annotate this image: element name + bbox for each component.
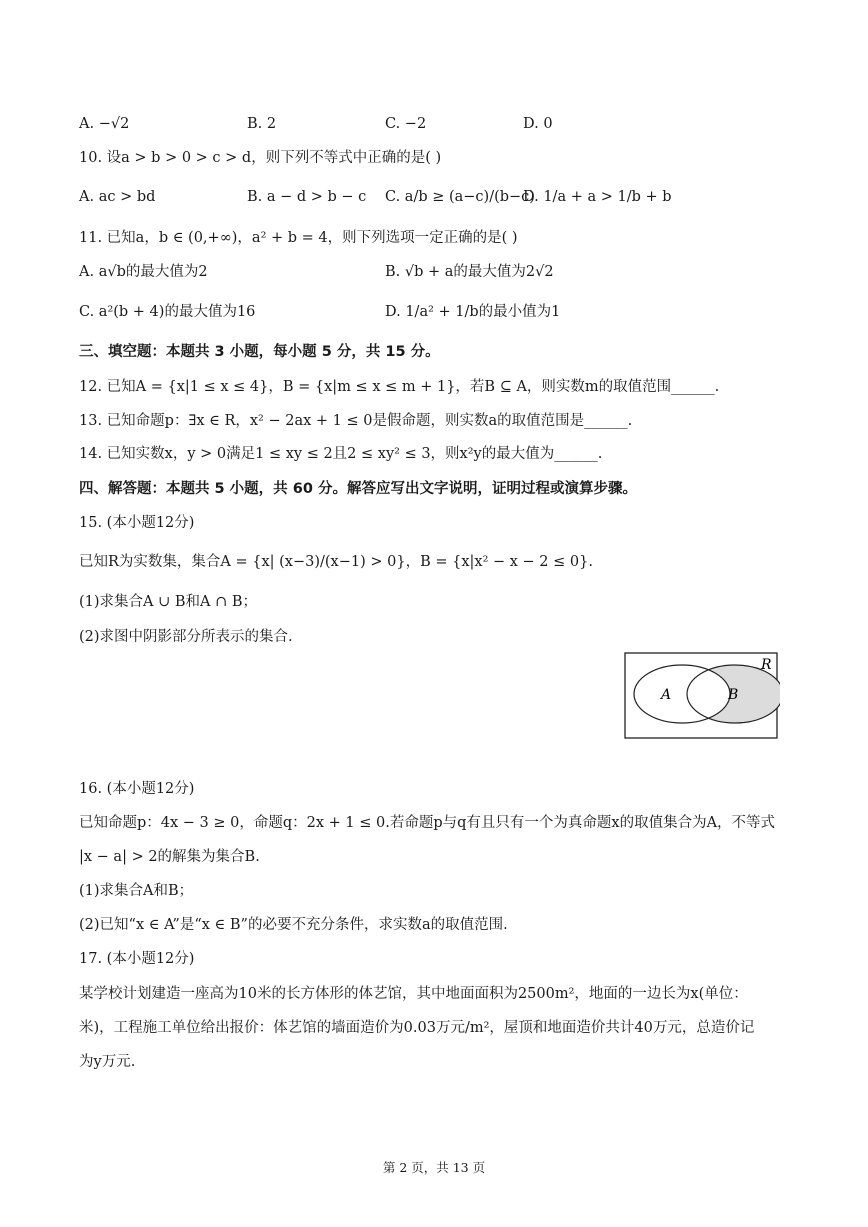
section-3-heading: 三、填空题：本题共 3 小题，每小题 5 分，共 15 分。 (79, 344, 440, 360)
q16-part-1: (1)求集合A和B； (79, 883, 194, 899)
q9-option-c: C. −2 (385, 116, 427, 132)
q17-statement-3: 为y万元. (79, 1054, 136, 1070)
q11-option-c: C. a²(b + 4)的最大值为16 (79, 304, 256, 320)
q15-part-1: (1)求集合A ∪ B和A ∩ B； (79, 594, 258, 610)
venn-diagram (624, 652, 780, 744)
q11-option-d: D. 1/a² + 1/b的最小值为1 (385, 304, 561, 320)
section-4-heading: 四、解答题：本题共 5 小题，共 60 分。解答应写出文字说明，证明过程或演算步骤。 (79, 481, 637, 497)
q9-option-b: B. 2 (247, 116, 277, 132)
q10-option-a: A. ac > bd (79, 189, 156, 205)
q13-text: 13. 已知命题p：∃x ∈ R，x² − 2ax + 1 ≤ 0是假命题，则实数a的取值范围是______. (79, 413, 633, 429)
q14-text: 14. 已知实数x，y > 0满足1 ≤ xy ≤ 2且2 ≤ xy² ≤ 3，则x²y的最大值为______. (79, 446, 603, 462)
q16-statement-1: 已知命题p：4x − 3 ≥ 0，命题q：2x + 1 ≤ 0.若命题p与q有且只有一个为真命题x的取值集合为A，不等式 (79, 815, 776, 831)
q17-statement-1: 某学校计划建造一座高为10米的长方体形的体艺馆，其中地面面积为2500m²，地面的一边长为x(单位： (79, 986, 748, 1002)
q11-stem: 11. 已知a，b ∈ (0,+∞)，a² + b = 4，则下列选项一定正确的是( ) (79, 230, 518, 246)
q15-heading: 15. (本小题12分) (79, 515, 195, 531)
q15-part-2: (2)求图中阴影部分所表示的集合. (79, 629, 293, 645)
q15-statement: 已知R为实数集，集合A = {x| (x−3)/(x−1) > 0}，B = {x|x² − x − 2 ≤ 0}. (79, 554, 593, 570)
set-a-label: A (661, 687, 672, 703)
set-b-label: B (728, 687, 739, 703)
q10-stem: 10. 设a > b > 0 > c > d，则下列不等式中正确的是( ) (79, 150, 442, 166)
q9-option-d: D. 0 (523, 116, 553, 132)
q16-heading: 16. (本小题12分) (79, 781, 195, 797)
q17-heading: 17. (本小题12分) (79, 951, 195, 967)
q16-part-2: (2)已知“x ∈ A”是“x ∈ B”的必要不充分条件，求实数a的取值范围. (79, 917, 508, 933)
q10-option-b: B. a − d > b − c (247, 189, 367, 205)
universe-label: R (761, 657, 772, 673)
q16-statement-2: |x − a| > 2的解集为集合B. (79, 849, 260, 865)
q17-statement-2: 米)，工程施工单位给出报价：体艺馆的墙面造价为0.03万元/m²，屋顶和地面造价共计40万元，总造价记 (79, 1020, 755, 1036)
q12-text: 12. 已知A = {x|1 ≤ x ≤ 4}，B = {x|m ≤ x ≤ m + 1}，若B ⊆ A，则实数m的取值范围______. (79, 379, 720, 395)
q10-option-d: D. 1/a + a > 1/b + b (523, 189, 672, 205)
q10-option-c: C. a/b ≥ (a−c)/(b−c) (385, 189, 535, 205)
page-footer: 第 2 页，共 13 页 (382, 1160, 486, 1175)
q11-option-a: A. a√b的最大值为2 (79, 264, 208, 280)
q9-option-a: A. −√2 (79, 116, 130, 132)
q11-option-b: B. √b + a的最大值为2√2 (385, 264, 554, 280)
